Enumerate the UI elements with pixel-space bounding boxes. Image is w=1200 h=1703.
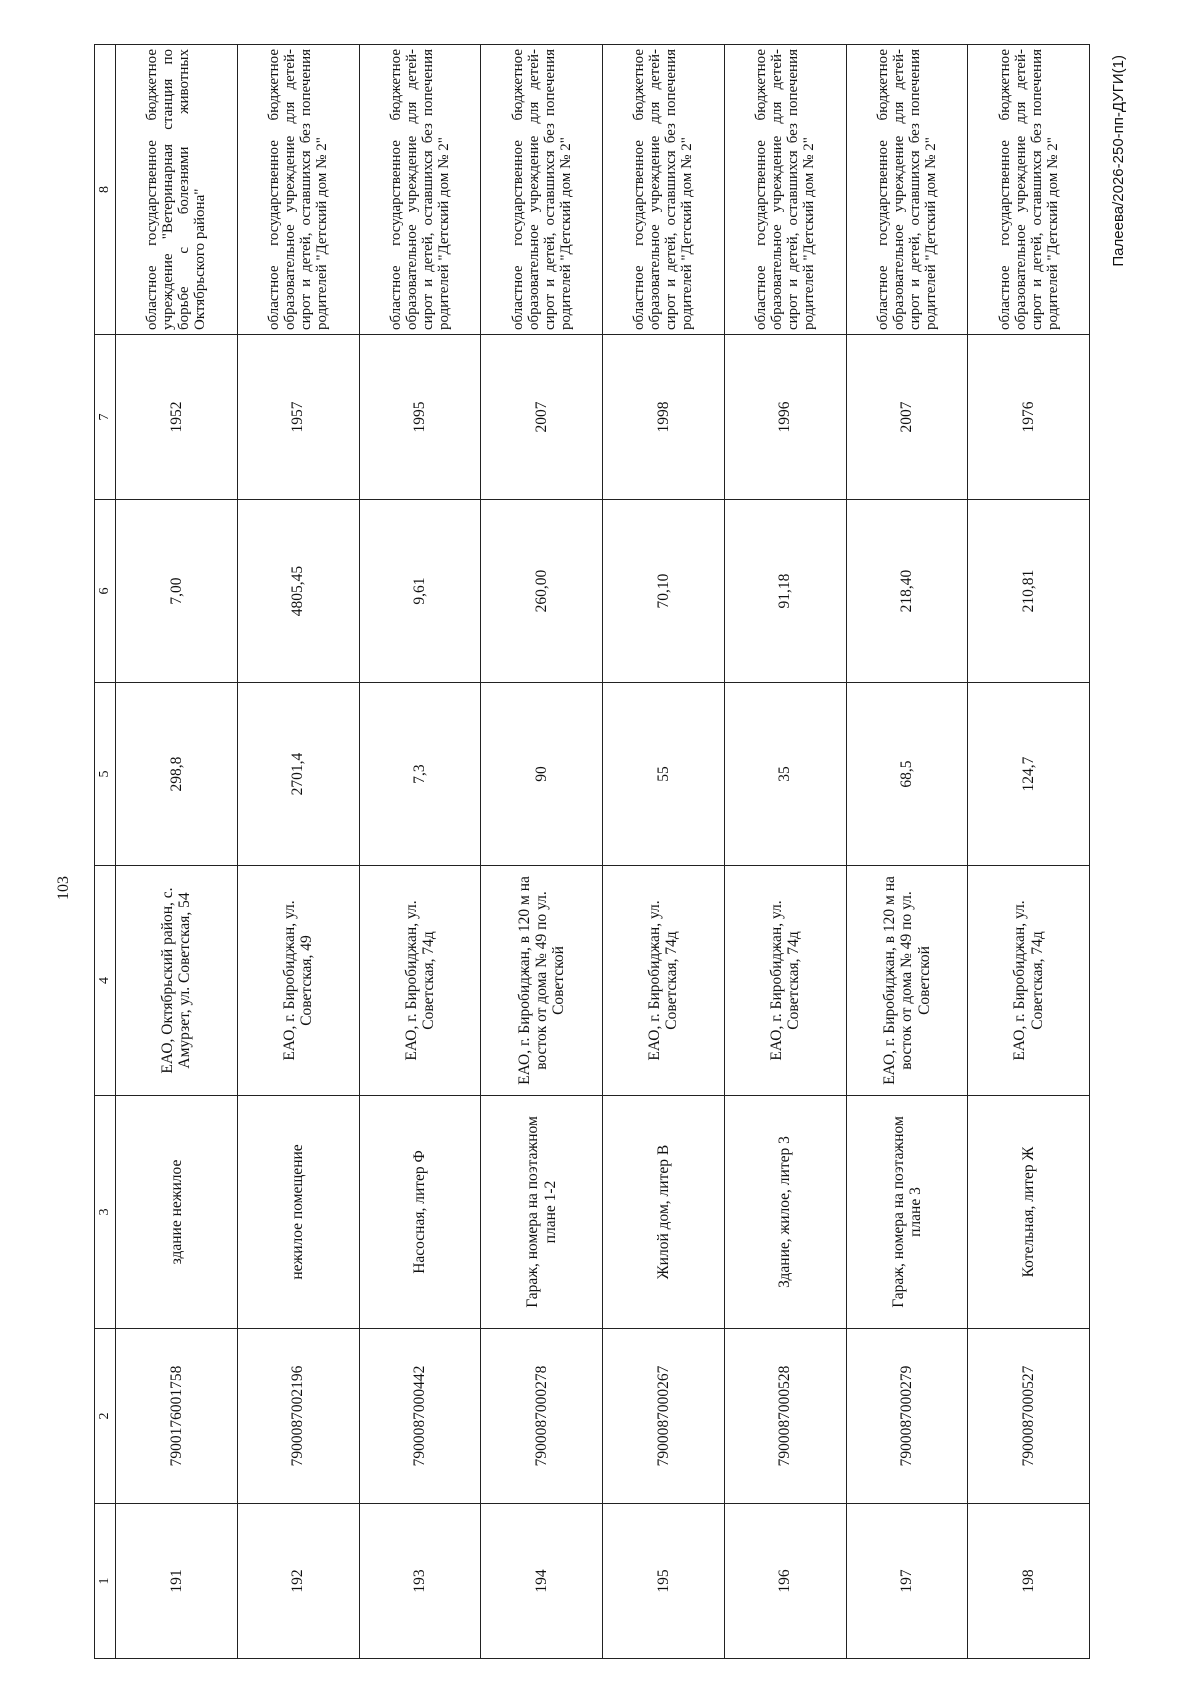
row-number: 196 xyxy=(724,1504,846,1659)
object-area: 90 xyxy=(481,683,603,866)
column-number: 3 xyxy=(95,1096,116,1329)
object-address: ЕАО, г. Биробиджан, ул. Советская, 49 xyxy=(237,866,359,1096)
object-name: Котельная, литер Ж xyxy=(968,1096,1090,1329)
cadastral-number: 7900087000442 xyxy=(359,1329,481,1504)
object-value: 91,18 xyxy=(724,500,846,683)
object-holder: областное государственное бюджетное образовательное учреждение для детей-сирот и детей, оставшихся без попечения родителей "Детский дом № 2" xyxy=(237,45,359,335)
row-number: 195 xyxy=(603,1504,725,1659)
object-holder: областное государственное бюджетное образовательное учреждение для детей-сирот и детей, оставшихся без попечения родителей "Детский дом № 2" xyxy=(846,45,968,335)
object-address: ЕАО, г. Биробиджан, ул. Советская, 74д xyxy=(359,866,481,1096)
column-number: 2 xyxy=(95,1329,116,1504)
object-year: 1995 xyxy=(359,335,481,500)
row-number: 194 xyxy=(481,1504,603,1659)
cadastral-number: 7900087000528 xyxy=(724,1329,846,1504)
row-number: 198 xyxy=(968,1504,1090,1659)
object-area: 2701,4 xyxy=(237,683,359,866)
column-number: 4 xyxy=(95,866,116,1096)
object-address: ЕАО, Октябрьский район, с. Амурзет, ул. Советская, 54 xyxy=(116,866,238,1096)
object-holder: областное государственное бюджетное образовательное учреждение для детей-сирот и детей, оставшихся без попечения родителей "Детский дом № 2" xyxy=(481,45,603,335)
object-year: 2007 xyxy=(481,335,603,500)
cadastral-number: 7900087000267 xyxy=(603,1329,725,1504)
object-name: Гараж, номера на поэтажном плане 1-2 xyxy=(481,1096,603,1329)
table-row xyxy=(481,45,603,1659)
object-holder: областное государственное бюджетное образовательное учреждение для детей-сирот и детей, оставшихся без попечения родителей "Детский дом № 2" xyxy=(968,45,1090,335)
object-name: здание нежилое xyxy=(116,1096,238,1329)
table-row xyxy=(116,45,238,1659)
object-year: 1996 xyxy=(724,335,846,500)
object-address: ЕАО, г. Биробиджан, ул. Советская, 74д xyxy=(968,866,1090,1096)
column-number: 5 xyxy=(95,683,116,866)
column-number: 8 xyxy=(95,45,116,335)
column-number-row xyxy=(95,45,116,1659)
object-area: 124,7 xyxy=(968,683,1090,866)
object-address: ЕАО, г. Биробиджан, ул. Советская, 74д xyxy=(603,866,725,1096)
row-number: 191 xyxy=(116,1504,238,1659)
object-area: 298,8 xyxy=(116,683,238,866)
table-row xyxy=(359,45,481,1659)
cadastral-number: 7900087000279 xyxy=(846,1329,968,1504)
cadastral-number: 7900087000527 xyxy=(968,1329,1090,1504)
row-number: 193 xyxy=(359,1504,481,1659)
object-address: ЕАО, г. Биробиджан, в 120 м на восток от дома № 49 по ул. Советской xyxy=(846,866,968,1096)
object-holder: областное государственное бюджетное образовательное учреждение для детей-сирот и детей, оставшихся без попечения родителей "Детский дом № 2" xyxy=(603,45,725,335)
object-holder: областное государственное бюджетное учреждение "Ветеринарная станция по борьбе с болезнями животных Октябрьского района" xyxy=(116,45,238,335)
table-row xyxy=(846,45,968,1659)
object-holder: областное государственное бюджетное образовательное учреждение для детей-сирот и детей, оставшихся без попечения родителей "Детский дом № 2" xyxy=(359,45,481,335)
cadastral-number: 7900087000278 xyxy=(481,1329,603,1504)
cadastral-number: 7900176001758 xyxy=(116,1329,238,1504)
object-year: 1998 xyxy=(603,335,725,500)
object-year: 1976 xyxy=(968,335,1090,500)
object-value: 9,61 xyxy=(359,500,481,683)
object-name: Здание, жилое, литер 3 xyxy=(724,1096,846,1329)
object-area: 68,5 xyxy=(846,683,968,866)
object-value: 7,00 xyxy=(116,500,238,683)
object-address: ЕАО, г. Биробиджан, в 120 м на восток от дома № 49 по ул. Советской xyxy=(481,866,603,1096)
object-area: 55 xyxy=(603,683,725,866)
table-row xyxy=(237,45,359,1659)
property-table xyxy=(94,44,1090,1659)
object-value: 4805,45 xyxy=(237,500,359,683)
row-number: 192 xyxy=(237,1504,359,1659)
object-name: нежилое помещение xyxy=(237,1096,359,1329)
column-number: 1 xyxy=(95,1504,116,1659)
object-name: Гараж, номера на поэтажном плане 3 xyxy=(846,1096,968,1329)
object-year: 1957 xyxy=(237,335,359,500)
table-row xyxy=(968,45,1090,1659)
object-value: 70,10 xyxy=(603,500,725,683)
object-holder: областное государственное бюджетное образовательное учреждение для детей-сирот и детей, оставшихся без попечения родителей "Детский дом № 2" xyxy=(724,45,846,335)
object-value: 260,00 xyxy=(481,500,603,683)
object-value: 218,40 xyxy=(846,500,968,683)
page-number: 103 xyxy=(55,876,72,900)
object-year: 1952 xyxy=(116,335,238,500)
object-value: 210,81 xyxy=(968,500,1090,683)
object-name: Жилой дом, литер В xyxy=(603,1096,725,1329)
column-number: 6 xyxy=(95,500,116,683)
row-number: 197 xyxy=(846,1504,968,1659)
object-year: 2007 xyxy=(846,335,968,500)
object-area: 7,3 xyxy=(359,683,481,866)
table-row xyxy=(724,45,846,1659)
object-name: Насосная, литер Ф xyxy=(359,1096,481,1329)
table-row xyxy=(603,45,725,1659)
object-area: 35 xyxy=(724,683,846,866)
cadastral-number: 7900087002196 xyxy=(237,1329,359,1504)
object-address: ЕАО, г. Биробиджан, ул. Советская, 74д xyxy=(724,866,846,1096)
column-number: 7 xyxy=(95,335,116,500)
document-code: Палеева/2026-250-пп-ДУГИ(1) xyxy=(1110,55,1127,267)
